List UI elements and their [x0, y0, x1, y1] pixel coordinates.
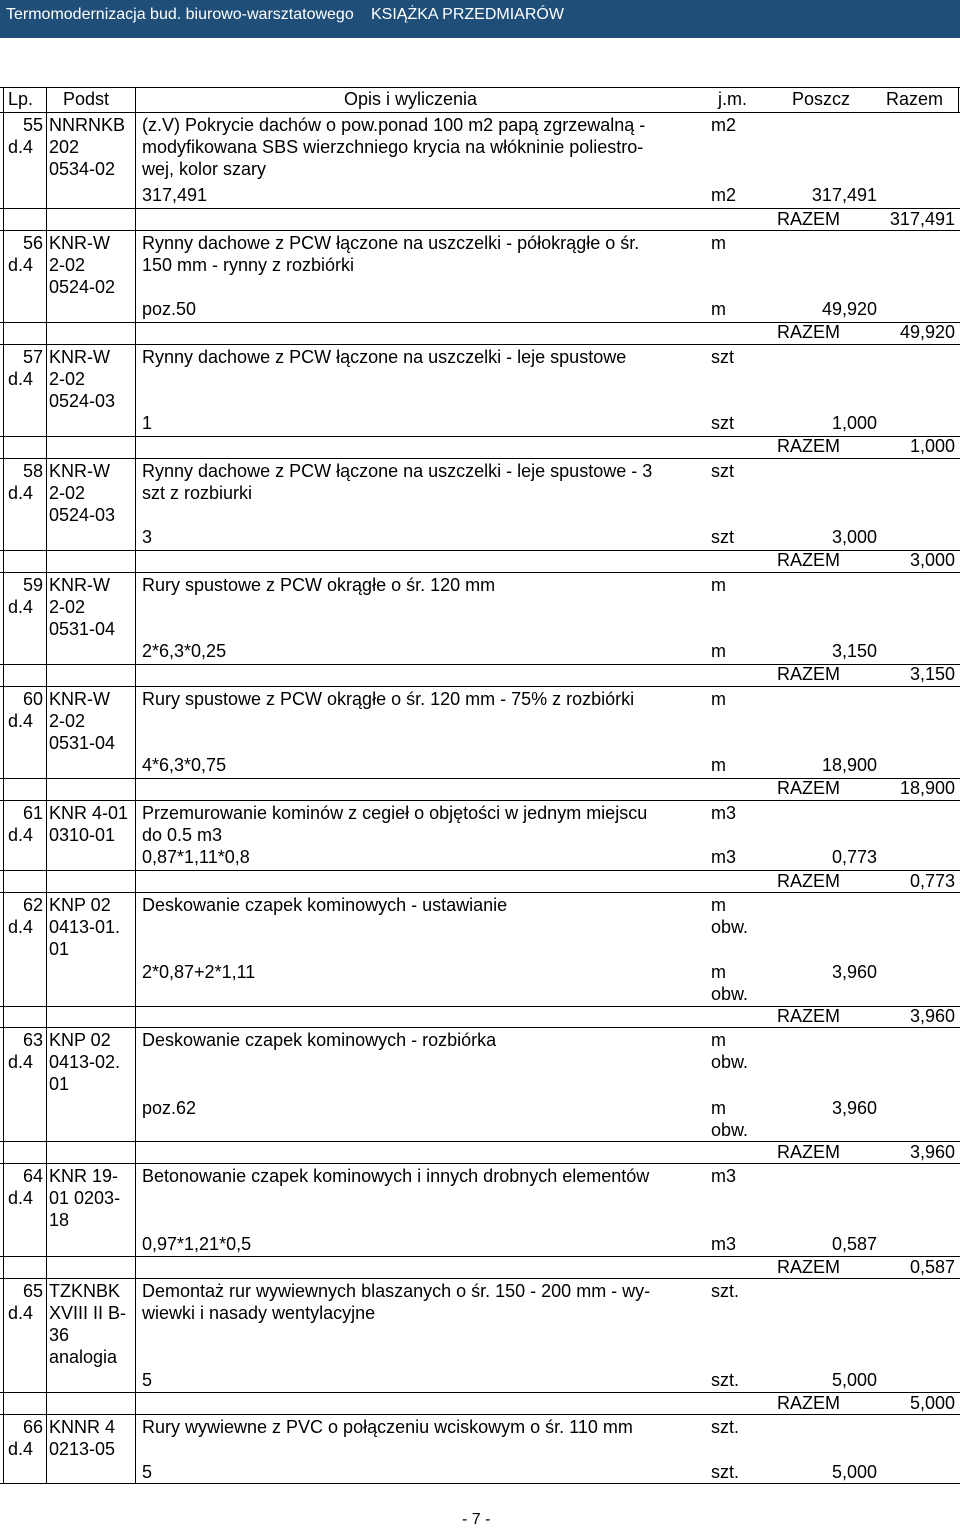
item-description-line: Rynny dachowe z PCW łączone na uszczelki - leje spustowe	[142, 347, 627, 367]
razem-label: RAZEM	[777, 1006, 840, 1026]
razem-value: 3,150	[909, 664, 955, 684]
item-calc-unit: obw.	[711, 984, 749, 1004]
item-description-line: modyfikowana SBS wierzchniego krycia na włókninie poliestro-	[142, 137, 644, 157]
item-quantity: 3,000	[831, 527, 877, 547]
table-column-border	[135, 344, 136, 458]
razem-label: RAZEM	[777, 1142, 840, 1162]
row-divider	[0, 344, 960, 345]
item-sub: d.4	[8, 369, 34, 389]
item-calculation: 5	[142, 1370, 153, 1390]
item-basis-line: 2-02	[49, 597, 86, 617]
razem-value: 3,960	[909, 1006, 955, 1026]
item-basis-line: KNR-W	[49, 233, 110, 253]
item-calculation: 5	[142, 1462, 153, 1482]
table-column-border	[3, 1414, 4, 1483]
item-basis-line: 0413-01.	[49, 917, 121, 937]
table-column-border	[46, 572, 47, 686]
item-quantity: 0,587	[831, 1234, 877, 1254]
item-lp: 64	[23, 1166, 44, 1186]
item-description-line: Rury wywiewne z PVC o połączeniu wciskowym o śr. 110 mm	[142, 1417, 633, 1437]
item-lp: 60	[23, 689, 44, 709]
item-unit: m3	[711, 1166, 737, 1186]
row-divider	[0, 892, 960, 893]
column-header-opis: Opis i wyliczenia	[344, 89, 478, 109]
item-unit: m	[711, 689, 726, 709]
item-lp: 66	[23, 1417, 44, 1437]
item-unit: m	[711, 1030, 726, 1050]
item-unit: szt.	[711, 1281, 740, 1301]
item-unit: obw.	[711, 917, 749, 937]
razem-value: 5,000	[909, 1393, 955, 1413]
item-basis-line: KNP 02	[49, 1030, 111, 1050]
item-description-line: Betonowanie czapek kominowych i innych drobnych elementów	[142, 1166, 650, 1186]
item-sub: d.4	[8, 1439, 34, 1459]
item-description-line: Rury spustowe z PCW okrągłe o śr. 120 mm	[142, 575, 496, 595]
item-description-line: wiewki i nasady wentylacyjne	[142, 1303, 376, 1323]
item-basis-line: KNR-W	[49, 689, 110, 709]
item-unit: m3	[711, 803, 737, 823]
item-calculation: 317,491	[142, 185, 208, 205]
item-sub: d.4	[8, 917, 34, 937]
table-column-border	[46, 1027, 47, 1163]
item-basis-line: 2-02	[49, 711, 86, 731]
item-sub: d.4	[8, 711, 34, 731]
razem-value: 1,000	[909, 436, 955, 456]
razem-label: RAZEM	[777, 778, 840, 798]
item-basis-line: 2-02	[49, 255, 86, 275]
item-basis-line: 0534-02	[49, 159, 116, 179]
table-column-border	[46, 800, 47, 892]
table-column-border	[135, 87, 136, 112]
razem-value: 49,920	[899, 322, 955, 342]
table-column-border	[3, 1163, 4, 1278]
row-divider	[0, 1414, 960, 1415]
item-lp: 61	[23, 803, 44, 823]
razem-value: 3,960	[909, 1142, 955, 1162]
table-column-border	[3, 1278, 4, 1414]
item-sub: d.4	[8, 597, 34, 617]
item-basis-line: KNP 02	[49, 895, 111, 915]
header-section: KSIĄŻKA PRZEDMIARÓW	[371, 6, 564, 23]
razem-label: RAZEM	[777, 209, 840, 229]
razem-label: RAZEM	[777, 871, 840, 891]
table-column-border	[46, 87, 47, 112]
razem-label: RAZEM	[777, 1393, 840, 1413]
table-column-border	[3, 458, 4, 572]
item-quantity: 0,773	[831, 847, 877, 867]
item-quantity: 5,000	[831, 1370, 877, 1390]
item-basis-line: 0310-01	[49, 825, 116, 845]
table-column-border	[3, 800, 4, 892]
item-sub: d.4	[8, 825, 34, 845]
item-lp: 63	[23, 1030, 44, 1050]
item-description-line: Przemurowanie kominów z cegieł o objętości w jednym miejscu	[142, 803, 648, 823]
item-basis-line: 01	[49, 939, 70, 959]
item-sub: d.4	[8, 137, 34, 157]
table-column-border	[3, 892, 4, 1027]
item-calc-unit: m	[711, 1098, 726, 1118]
item-description-line: Rynny dachowe z PCW łączone na uszczelki - leje spustowe - 3	[142, 461, 653, 481]
item-basis-line: TZKNBK	[49, 1281, 121, 1301]
item-quantity: 49,920	[821, 299, 877, 319]
item-calc-unit: m	[711, 641, 726, 661]
item-unit: obw.	[711, 1052, 749, 1072]
item-basis-line: 18	[49, 1210, 70, 1230]
table-column-border	[135, 1414, 136, 1483]
table-column-border	[46, 344, 47, 458]
item-basis-line: 2-02	[49, 483, 86, 503]
table-column-border	[135, 230, 136, 344]
table-column-border	[46, 892, 47, 1027]
table-column-border	[135, 1278, 136, 1414]
column-header-podst: Podst	[63, 89, 110, 109]
table-column-border	[46, 230, 47, 344]
item-quantity: 3,960	[831, 962, 877, 982]
row-divider	[0, 1483, 960, 1484]
item-lp: 65	[23, 1281, 44, 1301]
table-column-border	[135, 892, 136, 1027]
table-column-border	[46, 1414, 47, 1483]
item-calculation: 2*6,3*0,25	[142, 641, 227, 661]
item-quantity: 18,900	[821, 755, 877, 775]
item-description-line: (z.V) Pokrycie dachów o pow.ponad 100 m2 papą zgrzewalną -	[142, 115, 646, 135]
table-column-border	[3, 112, 4, 230]
item-sub: d.4	[8, 1303, 34, 1323]
item-description-line: Rynny dachowe z PCW łączone na uszczelki - półokrągłe o śr.	[142, 233, 640, 253]
item-calc-unit: obw.	[711, 1120, 749, 1140]
table-column-border	[3, 686, 4, 800]
item-basis-line: KNR 4-01	[49, 803, 129, 823]
razem-label: RAZEM	[777, 436, 840, 456]
table-column-border	[3, 572, 4, 686]
item-basis-line: 0524-03	[49, 505, 116, 525]
table-column-border	[135, 458, 136, 572]
item-unit: m	[711, 895, 726, 915]
item-lp: 62	[23, 895, 44, 915]
item-basis-line: 0413-02.	[49, 1052, 121, 1072]
item-description-line: Rury spustowe z PCW okrągłe o śr. 120 mm - 75% z rozbiórki	[142, 689, 635, 709]
table-column-border	[46, 686, 47, 800]
document-header	[0, 0, 960, 38]
table-column-border	[135, 572, 136, 686]
table-column-border	[3, 87, 4, 112]
row-divider	[0, 1027, 960, 1028]
table-column-border	[135, 1163, 136, 1278]
item-lp: 55	[23, 115, 44, 135]
row-divider	[0, 686, 960, 687]
table-column-border	[3, 230, 4, 344]
item-quantity: 5,000	[831, 1462, 877, 1482]
item-unit: m2	[711, 115, 737, 135]
table-column-border	[135, 686, 136, 800]
table-column-border	[46, 458, 47, 572]
item-quantity: 3,150	[831, 641, 877, 661]
razem-value: 0,587	[909, 1257, 955, 1277]
column-header-divider	[0, 112, 960, 113]
item-description-line: wej, kolor szary	[142, 159, 267, 179]
item-calculation: 0,87*1,11*0,8	[142, 847, 250, 867]
table-column-border	[135, 800, 136, 892]
item-lp: 57	[23, 347, 44, 367]
item-basis-line: XVIII II B-	[49, 1303, 127, 1323]
item-calc-unit: m	[711, 299, 726, 319]
item-basis-line: KNR 19-	[49, 1166, 119, 1186]
item-calculation: 4*6,3*0,75	[142, 755, 227, 775]
item-sub: d.4	[8, 483, 34, 503]
column-header-razem: Razem	[886, 89, 944, 109]
item-lp: 59	[23, 575, 44, 595]
item-basis-line: 01 0203-	[49, 1188, 121, 1208]
table-column-border	[46, 1163, 47, 1278]
razem-value: 3,000	[909, 550, 955, 570]
item-description-line: Deskowanie czapek kominowych - ustawianie	[142, 895, 508, 915]
row-divider	[0, 1278, 960, 1279]
item-calc-unit: m3	[711, 847, 737, 867]
item-unit: m	[711, 575, 726, 595]
item-basis-line: KNR-W	[49, 575, 110, 595]
item-quantity: 1,000	[831, 413, 877, 433]
item-quantity: 317,491	[811, 185, 877, 205]
item-basis-line: 0531-04	[49, 733, 116, 753]
item-basis-line: KNR-W	[49, 461, 110, 481]
item-lp: 58	[23, 461, 44, 481]
item-calculation: 2*0,87+2*1,11	[142, 962, 256, 982]
item-basis-line: 0531-04	[49, 619, 116, 639]
item-sub: d.4	[8, 1188, 34, 1208]
item-unit: m	[711, 233, 726, 253]
column-header-lp: Lp.	[8, 89, 34, 109]
column-header-jm: j.m.	[718, 89, 747, 109]
item-sub: d.4	[8, 255, 34, 275]
header-title: Termomodernizacja bud. biurowo-warsztatowego	[6, 6, 354, 23]
item-unit: szt.	[711, 1417, 740, 1437]
razem-value: 0,773	[909, 871, 955, 891]
item-basis-line: KNNR 4	[49, 1417, 116, 1437]
razem-label: RAZEM	[777, 550, 840, 570]
table-right-border	[958, 87, 959, 112]
item-basis-line: 01	[49, 1074, 70, 1094]
row-divider	[0, 1163, 960, 1164]
table-column-border	[46, 1278, 47, 1414]
item-basis-line: 2-02	[49, 369, 86, 389]
table-column-border	[135, 112, 136, 230]
item-description-line: Deskowanie czapek kominowych - rozbiórka	[142, 1030, 497, 1050]
item-basis-line: 0524-03	[49, 391, 116, 411]
row-divider	[0, 800, 960, 801]
item-basis-line: KNR-W	[49, 347, 110, 367]
item-calculation: 1	[142, 413, 153, 433]
item-lp: 56	[23, 233, 44, 253]
item-basis-line: 36	[49, 1325, 70, 1345]
item-sub: d.4	[8, 1052, 34, 1072]
razem-label: RAZEM	[777, 664, 840, 684]
item-description-line: szt z rozbiurki	[142, 483, 253, 503]
row-divider	[0, 458, 960, 459]
table-column-border	[3, 344, 4, 458]
razem-value: 18,900	[899, 778, 955, 798]
item-calc-unit: m2	[711, 185, 737, 205]
item-calc-unit: m3	[711, 1234, 737, 1254]
item-calc-unit: m	[711, 755, 726, 775]
razem-label: RAZEM	[777, 1257, 840, 1277]
column-header-poszcz: Poszcz	[792, 89, 851, 109]
item-calculation: 0,97*1,21*0,5	[142, 1234, 252, 1254]
item-basis-line: analogia	[49, 1347, 118, 1367]
item-calculation: poz.62	[142, 1098, 197, 1118]
razem-value: 317,491	[889, 209, 955, 229]
item-basis-line: 202	[49, 137, 80, 157]
item-description-line: 150 mm - rynny z rozbiórki	[142, 255, 355, 275]
item-unit: szt	[711, 461, 735, 481]
item-calc-unit: szt.	[711, 1370, 740, 1390]
item-basis-line: 0524-02	[49, 277, 116, 297]
item-calc-unit: szt.	[711, 1462, 740, 1482]
item-description-line: Demontaż rur wywiewnych blaszanych o śr. 150 - 200 mm - wy-	[142, 1281, 651, 1301]
item-calc-unit: m	[711, 962, 726, 982]
item-basis-line: NNRNKB	[49, 115, 126, 135]
table-column-border	[46, 112, 47, 230]
table-column-border	[135, 1027, 136, 1163]
razem-label: RAZEM	[777, 322, 840, 342]
item-calculation: poz.50	[142, 299, 197, 319]
row-divider	[0, 230, 960, 231]
item-description-line: do 0.5 m3	[142, 825, 223, 845]
item-calc-unit: szt	[711, 527, 735, 547]
page-number: - 7 -	[462, 1511, 491, 1528]
item-calculation: 3	[142, 527, 153, 547]
item-calc-unit: szt	[711, 413, 735, 433]
item-unit: szt	[711, 347, 735, 367]
item-quantity: 3,960	[831, 1098, 877, 1118]
item-basis-line: 0213-05	[49, 1439, 116, 1459]
table-column-border	[3, 1027, 4, 1163]
row-divider	[0, 572, 960, 573]
